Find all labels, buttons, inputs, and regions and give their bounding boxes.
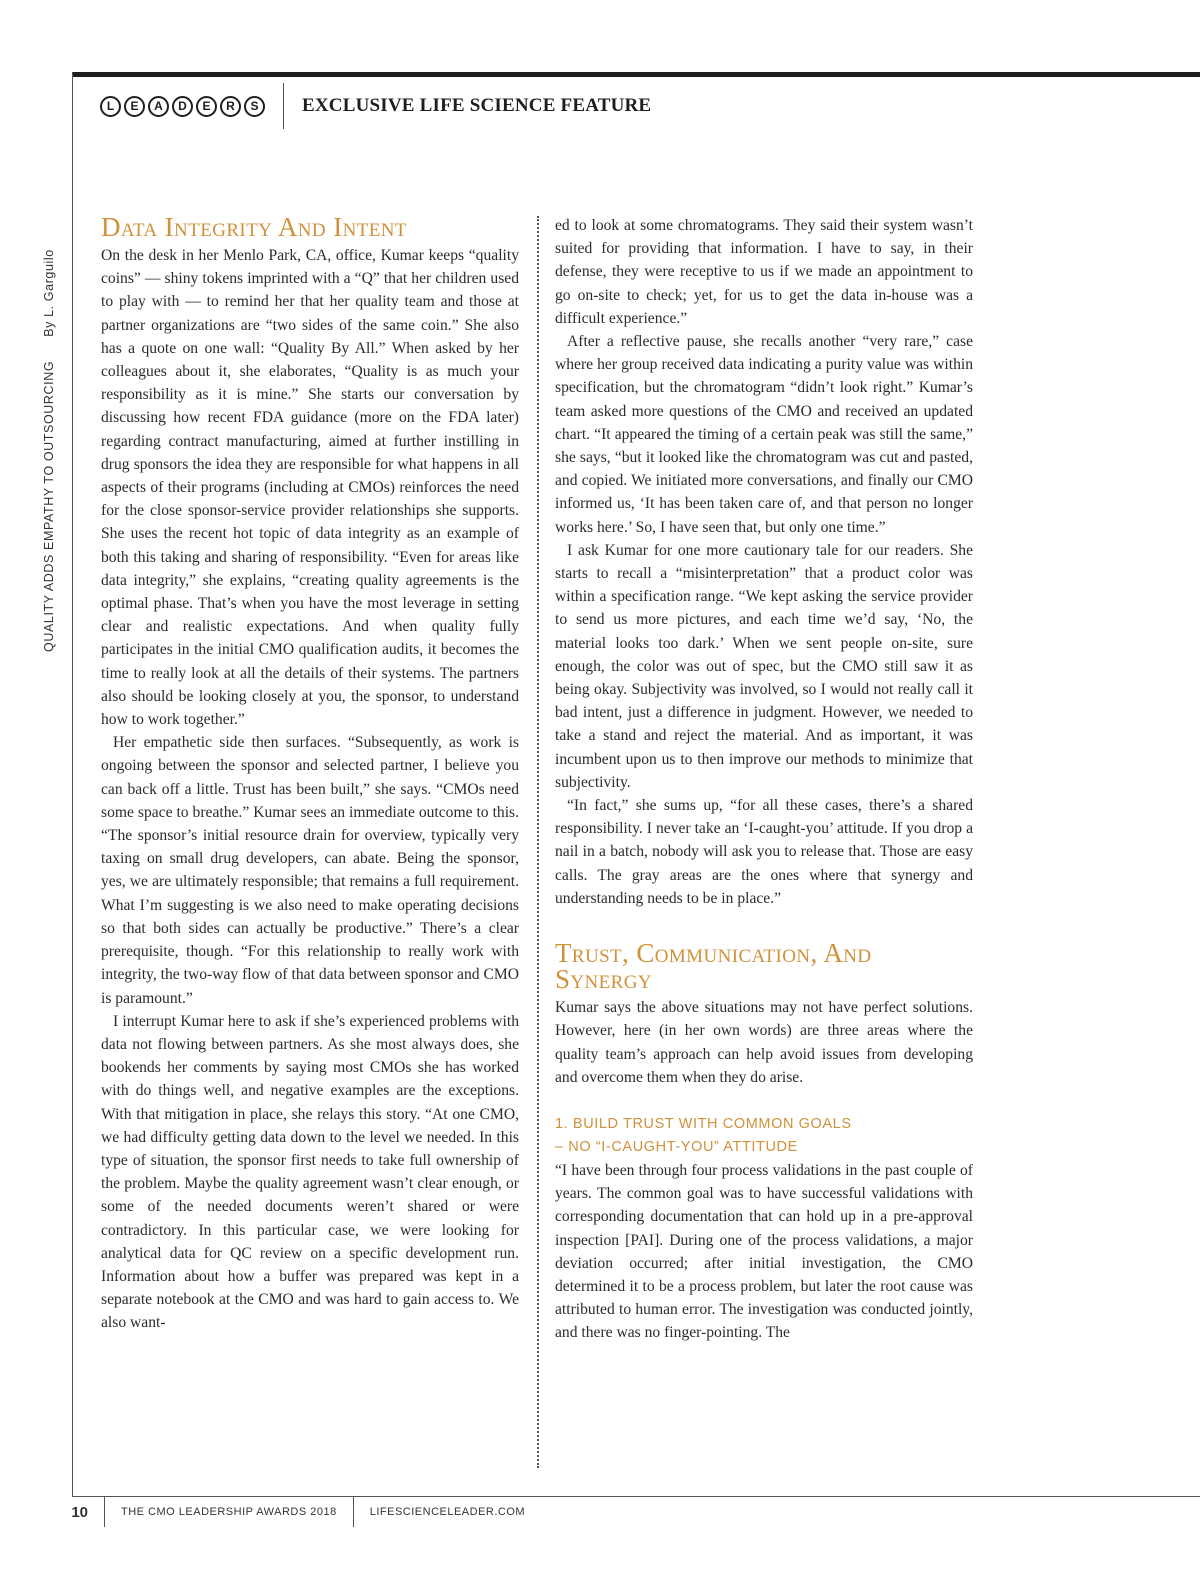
paragraph: I interrupt Kumar here to ask if she’s experienced problems with data not flowing between partners. As she most always does, she bookends her comments by saying most CMOs she has worked with do things well, and negative examples are the exceptions. With that mitigation in place, she relays this story. “At one CMO, we had difficulty getting data down to the level we needed. In this type of situation, the sponsor first needs to take full ownership of the problem. Maybe the quality agreement wasn’t clear enough, or some of the needed documents weren’t shared or were contradictory. In this particular case, we were looking for analytical data for QC review on a specific development run. Information about how a buffer was prepared was kept in a separate notebook at the CMO and was hard to gain access to. We also want- [101,1012,519,1332]
subheading [555,1113,973,1159]
paragraph: “I have been through four process validations in the past couple of years. The common goal was to have successful validations with corresponding documentation that can hold up in a pre-approval inspection [PAI]. During one of the process validations, a major deviation occurred; after initial investigation, the CMO determined it to be a process problem, but later the root cause was attributed to human error. The investigation was conducted jointly, and there was no finger-pointing. The [555,1161,973,1342]
publication-name: THE CMO LEADERSHIP AWARDS 2018 [121,1506,337,1518]
logo-letter: E [196,96,217,117]
page-number: 10 [71,1503,88,1521]
logo-letter: D [172,96,193,117]
side-section-title: QUALITY ADDS EMPATHY TO OUTSOURCING [42,360,56,652]
page-header [100,90,651,122]
paragraph: ed to look at some chromatograms. They said their system wasn’t suited for providing that information. I have to say, in their defense, they were receptive to us if we made an appointment to go on-site to check; yet, for us to get the data in-house was a difficult experience.” [555,217,973,327]
left-margin-rule [72,72,73,1497]
article-column-right [555,214,973,1345]
article-column-left [101,214,519,1335]
column-divider [537,216,539,1468]
subheading-line: – NO “I-CAUGHT-YOU” ATTITUDE [555,1138,798,1155]
section-heading: Trust, Communication, And Synergy [555,938,872,995]
leaders-logo [100,96,265,117]
website-link[interactable]: LIFESCIENCELEADER.COM [369,1506,526,1518]
subheading-line: 1. BUILD TRUST WITH COMMON GOALS [555,1115,852,1132]
byline: By L. Garguilo [42,249,56,337]
logo-letter: E [124,96,145,117]
top-rule [72,72,1200,77]
side-running-head [34,249,64,652]
footer-divider [353,1497,354,1527]
paragraph: On the desk in her Menlo Park, CA, office, Kumar keeps “quality coins” — shiny tokens imprinted with a “Q” that her children used to play with — to remind her that her quality team and those at partner organizations are “two sides of the same coin.” She also has a quote on one wall: “Quality By All.” When asked by her colleagues about it, she elaborates, “Quality is as much your responsibility as it is mine.” She starts our conversation by discussing how recent FDA guidance (more on the FDA later) regarding contract manufacturing, aimed at further instilling in drug sponsors the idea they are responsible for what happens in all aspects of their programs (including at CMOs) reinforces the need for the close sponsor-service provider relationships she supports. She uses the recent hot topic of data integrity as an example of both this taking and sharing of responsibility. “Even for areas like data integrity,” she explains, “creating quality agreements is the optimal phase. That’s when you have the most leverage in setting clear and realistic expectations. And when quality fully participates in the initial CMO qualification audits, it becomes the time to really look at all the details of their systems. The partners also should be looking closely at you, the sponsor, to understand how to work together.” [101,247,519,729]
paragraph: Kumar says the above situations may not have perfect solutions. However, here (in her own words) are three areas where the quality team’s approach can help avoid issues from developing and overcome them when they do arise. [555,999,973,1086]
footer-divider [104,1497,105,1527]
paragraph: I ask Kumar for one more cautionary tale for our readers. She starts to recall a “misinterpretation” that a product color was within a specification range. “We kept asking the service provider to send us more pictures, and each time we’d say, ‘No, the material looks too dark.’ When we sent people on-site, sure enough, the color was out of spec, but the CMO still saw it as being okay. Subjectivity was involved, so I would not really call it bad intent, just a difference in judgment. However, we needed to take a stand and reject the material. And as important, it was incumbent upon us to then improve our methods to minimize that subjectivity. [555,541,973,791]
page-footer [72,1497,525,1527]
paragraph: “In fact,” she sums up, “for all these cases, there’s a shared responsibility. I never take an ‘I-caught-you’ attitude. If you drop a nail in a batch, nobody will ask you to release that. Those are easy calls. The gray areas are the ones where that synergy and understanding needs to be in place.” [555,797,973,907]
section-heading: Data Integrity And Intent [101,212,407,242]
paragraph: After a reflective pause, she recalls another “very rare,” case where her group received data indicating a purity value was within specification, but the chromatogram “didn’t look right.” Kumar’s team asked more questions of the CMO and received an updated chart. “It appeared the timing of a certain peak was still the same,” she says, “but it looked like the chromatogram was cut and pasted, and copied. We initiated more conversations, and finally our CMO informed us, ‘It has been taken care of, and that person no longer works here.’ So, I have seen that, but only one time.” [555,333,973,536]
header-title: EXCLUSIVE LIFE SCIENCE FEATURE [302,95,652,116]
header-divider [283,83,284,129]
logo-letter: A [148,96,169,117]
logo-letter: R [220,96,241,117]
logo-letter: L [100,96,121,117]
logo-letter: S [244,96,265,117]
paragraph: Her empathetic side then surfaces. “Subsequently, as work is ongoing between the sponsor and selected partner, I believe you can back off a little. Trust has been built,” she says. “CMOs need some space to breathe.” Kumar sees an immediate outcome to this. “The sponsor’s initial resource drain for overview, typically very taxing on small drug developers, can abate. Being the sponsor, yes, we are ultimately responsible; that remains a full requirement. What I’m suggesting is we also need to make operating decisions so that both sides can actually be productive.” There’s a clear prerequisite, though. “For this relationship to really work with integrity, the two-way flow of that data between sponsor and CMO is paramount.” [101,734,519,1007]
